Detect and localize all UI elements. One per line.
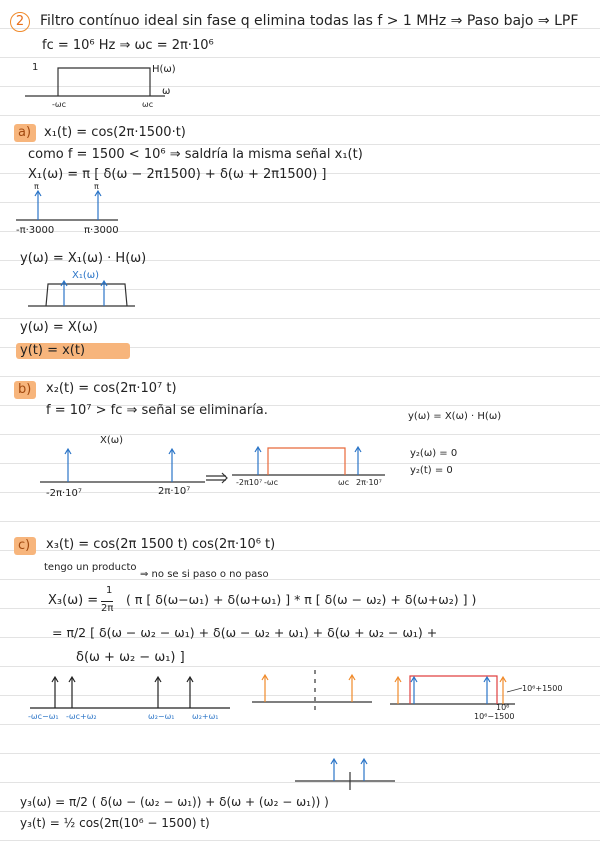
part-c-line3: δ(ω + ω₂ − ω₁) ]	[76, 650, 185, 665]
part-b-spectrum	[40, 449, 205, 482]
filter-plot	[25, 68, 165, 96]
part-c-y3-omega: y₃(ω) = π/2 ( δ(ω − (ω₂ − ω₁)) + δ(ω + (ω₂ − ω₁)) )	[20, 795, 329, 809]
part-c-rlabel-1: 10⁶+1500	[522, 684, 563, 693]
part-b-note: f = 10⁷ > fc ⇒ señal se eliminaría.	[46, 403, 268, 418]
part-c-middle	[252, 670, 372, 715]
part-c-tick-4: ω₂+ω₁	[192, 712, 219, 721]
filter-tick-pos: ωc	[142, 100, 154, 109]
filter-amp-label: 1	[32, 62, 39, 73]
part-a-y-omega: y(ω) = X(ω)	[20, 320, 98, 335]
part-a-label: a)	[18, 125, 32, 140]
part-c-line2: = π/2 [ δ(ω − ω₂ − ω₁) + δ(ω − ω₂ + ω₁) + δ(ω + ω₂ − ω₁) +	[52, 625, 438, 640]
part-a-y-t: y(t) = x(t)	[20, 343, 86, 358]
part-a-amp-right: π	[94, 182, 99, 191]
part-b-tick-neg: -2π·10⁷	[46, 488, 82, 499]
part-a-X1: X₁(ω) = π [ δ(ω − 2π1500) + δ(ω + 2π1500) ]	[28, 167, 327, 182]
part-b-plot-label: X(ω)	[100, 435, 124, 446]
part-c-spectrum	[30, 677, 230, 708]
part-c-note1: tengo un producto	[44, 562, 137, 573]
part-b-arrow	[206, 473, 227, 483]
part-a-tick-neg: -π·3000	[16, 225, 55, 236]
part-b-y-eq: y(ω) = X(ω) · H(ω)	[408, 411, 502, 422]
part-b-signal: x₂(t) = cos(2π·10⁷ t)	[46, 381, 177, 396]
cutoff-frequency: fc = 10⁶ Hz ⇒ ωc = 2π·10⁶	[42, 38, 214, 53]
part-c-y3-t: y₃(t) = ½ cos(2π(10⁶ − 1500) t)	[20, 816, 210, 830]
part-c-tick-1: -ωc−ω₁	[28, 712, 59, 721]
part-a-spectrum	[16, 191, 118, 220]
part-a-amp-left: π	[34, 182, 39, 191]
part-b-rtick-3: ωc	[338, 478, 350, 487]
part-b-filtered	[232, 447, 385, 475]
part-a-plot-label: X₁(ω)	[72, 270, 100, 281]
part-b-y2-t: y₂(t) = 0	[410, 465, 453, 476]
part-a-signal: x₁(t) = cos(2π·1500·t)	[44, 125, 186, 140]
filter-H-label: H(ω)	[152, 64, 176, 75]
part-c-frac-den: 2π	[101, 603, 114, 614]
part-a-tick-pos: π·3000	[84, 225, 119, 236]
part-a-y-eq: y(ω) = X₁(ω) · H(ω)	[20, 251, 147, 266]
part-c-output-plot	[295, 759, 395, 790]
part-c-signal: x₃(t) = cos(2π 1500 t) cos(2π·10⁶ t)	[46, 537, 276, 552]
exercise-title: Filtro contínuo ideal sin fase q elimina todas las f > 1 MHz ⇒ Paso bajo ⇒ LPF	[40, 13, 579, 29]
part-b-rtick-2: -ωc	[264, 478, 278, 487]
filter-tick-neg: -ωc	[52, 100, 66, 109]
part-c-rlabel-3: 10⁶−1500	[474, 712, 515, 721]
part-c-tick-3: ω₂−ω₁	[148, 712, 175, 721]
part-c-rlabel-2: 10⁶	[496, 703, 510, 712]
part-c-X3-lhs: X₃(ω) =	[48, 593, 99, 608]
part-a-note: como f = 1500 < 10⁶ ⇒ saldría la misma señal x₁(t)	[28, 147, 363, 162]
exercise-number: 2	[10, 12, 30, 32]
part-a-output-plot	[28, 281, 135, 306]
part-c-note2: ⇒ no se si paso o no paso	[140, 569, 269, 580]
filter-w-label: ω	[162, 86, 171, 97]
part-b-tick-pos: 2π·10⁷	[158, 486, 191, 497]
part-c-frac-num: 1	[106, 585, 113, 596]
part-b-label: b)	[18, 382, 32, 397]
part-c-X3-rhs: ( π [ δ(ω−ω₁) + δ(ω+ω₁) ] * π [ δ(ω − ω₂) + δ(ω+ω₂) ] )	[126, 592, 477, 607]
part-c-right	[390, 676, 522, 704]
part-c-tick-2: -ωc+ω₂	[66, 712, 97, 721]
part-b-rtick-4: 2π·10⁷	[356, 478, 382, 487]
part-c-label: c)	[18, 538, 31, 553]
part-b-y2-omega: y₂(ω) = 0	[410, 448, 458, 459]
part-b-rtick-1: -2π10⁷	[236, 478, 263, 487]
